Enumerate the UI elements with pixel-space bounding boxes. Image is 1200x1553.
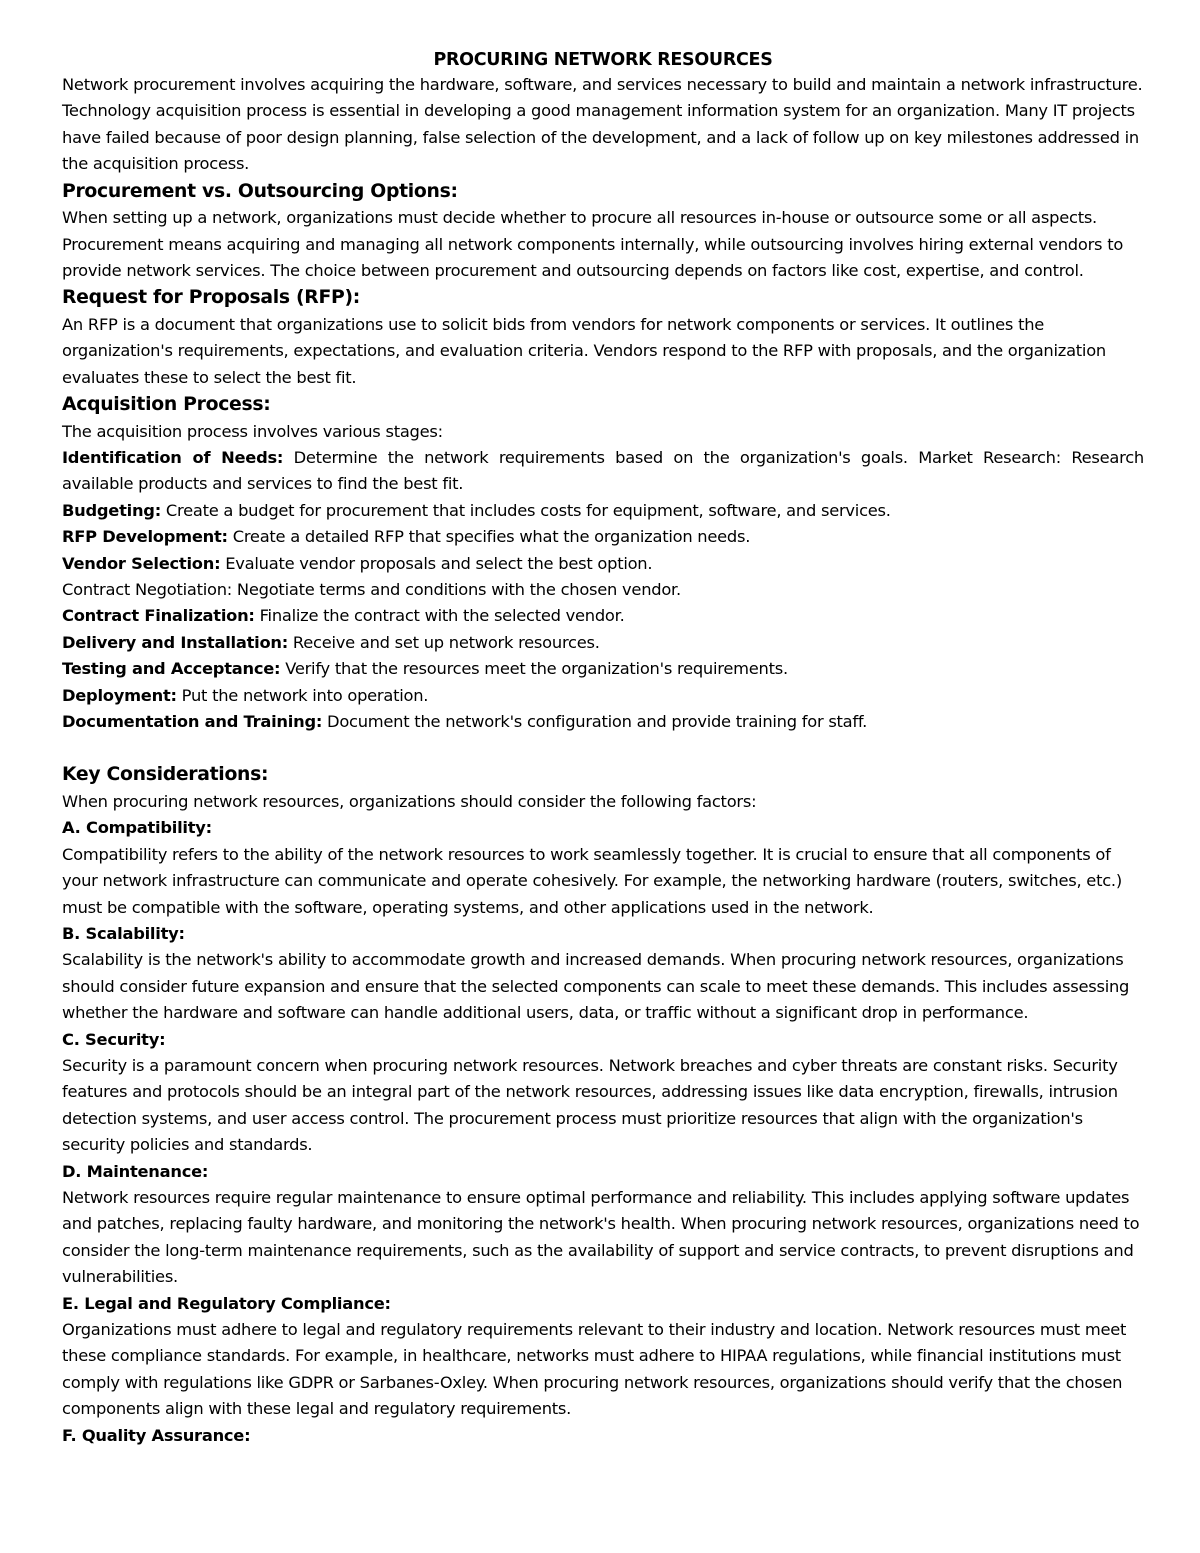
rfp-body: An RFP is a document that organizations use to solicit bids from vendors for network components or services. It outlines the organization's requirements, expectations, and evaluation criteria. Vendors respond to the RFP with proposals, and the organization evaluates these to select the best fit.	[62, 314, 1106, 387]
procurement-vs-outsourcing-body: When setting up a network, organizations must decide whether to procure all resources in-house or outsource some or all aspects. Procurement means acquiring and managing all network components internally, while outsourcing involves hiring external vendors to provide network services. The choice between procurement and outsourcing depends on factors like cost, expertise, and control.	[62, 208, 1124, 280]
rfp-heading: Request for Proposals (RFP):	[62, 287, 360, 309]
acquisition-process-intro: The acquisition process involves various stages:	[62, 421, 443, 441]
stage-documentation-and-training	[62, 709, 1144, 735]
stage-text: Finalize the contract with the selected vendor.	[254, 606, 625, 626]
stage-term: Testing and Acceptance:	[62, 659, 281, 679]
security-body: Security is a paramount concern when procuring network resources. Network breaches and cyber threats are constant risks. Security features and protocols should be an integral part of the network resources, addressing issues like data encryption, firewalls, intrusion detection systems, and user access control. The procurement process must prioritize resources that align with the organization's security policies and standards.	[62, 1056, 1118, 1155]
stage-text: Contract Negotiation: Negotiate terms and conditions with the chosen vendor.	[62, 580, 681, 599]
section-spacer	[62, 735, 1144, 761]
maintenance-body: Network resources require regular maintenance to ensure optimal performance and reliability. This includes applying software updates and patches, replacing faulty hardware, and monitoring the network's health. When procuring network resources, organizations need to consider the long-term maintenance requirements, such as the availability of support and service contracts, to prevent disruptions and vulnerabilities.	[62, 1188, 1140, 1287]
compatibility-body: Compatibility refers to the ability of the network resources to work seamlessly together. It is crucial to ensure that all components of your network infrastructure can communicate and operate cohesively. For example, the networking hardware (routers, switches, etc.) must be compatible with the software, operating systems, and other applications used in the network.	[62, 844, 1122, 917]
stage-text: Document the network's configuration and provide training for staff.	[322, 712, 868, 732]
stage-term: Contract Finalization:	[62, 606, 255, 626]
stage-rfp-development	[62, 524, 1144, 550]
stage-term: Documentation and Training:	[62, 712, 323, 732]
quality-assurance-heading: F. Quality Assurance:	[62, 1425, 251, 1445]
stage-text: Receive and set up network resources.	[288, 632, 600, 652]
compatibility-heading: A. Compatibility:	[62, 818, 212, 838]
stage-deployment	[62, 683, 1144, 709]
document-title: PROCURING NETWORK RESOURCES	[433, 50, 773, 70]
scalability-heading: B. Scalability:	[62, 923, 185, 943]
stage-term: Deployment:	[62, 685, 177, 705]
procurement-vs-outsourcing-heading: Procurement vs. Outsourcing Options:	[62, 180, 458, 202]
stage-term: RFP Development:	[62, 527, 228, 547]
key-considerations-heading: Key Considerations:	[62, 764, 269, 786]
stage-text: Put the network into operation.	[176, 685, 429, 705]
legal-compliance-heading: E. Legal and Regulatory Compliance:	[62, 1293, 391, 1313]
legal-compliance-body: Organizations must adhere to legal and regulatory requirements relevant to their industry and location. Network resources must meet these compliance standards. For example, in healthcare, networks must adhere to HIPAA regulations, while financial institutions must comply with regulations like GDPR or Sarbanes-Oxley. When procuring network resources, organizations should verify that the chosen components align with these legal and regulatory requirements.	[62, 1320, 1127, 1419]
stage-text: Create a detailed RFP that specifies what the organization needs.	[227, 527, 751, 547]
stage-term: Vendor Selection:	[62, 553, 221, 573]
stage-vendor-selection	[62, 551, 1144, 577]
stage-identification-of-needs	[62, 445, 1144, 498]
stage-contract-finalization	[62, 603, 1144, 629]
stage-term: Budgeting:	[62, 500, 161, 520]
intro-paragraph: Network procurement involves acquiring the hardware, software, and services necessary to build and maintain a network infrastructure. Technology acquisition process is essential in developing a good management information system for an organization. Many IT projects have failed because of poor design planning, false selection of the development, and a lack of follow up on key milestones addressed in the acquisition process.	[62, 75, 1143, 174]
security-heading: C. Security:	[62, 1029, 166, 1049]
stage-delivery-and-installation	[62, 630, 1144, 656]
stage-text: Determine the network requirements based on the organization's goals. Market Research: Research available products and services to find the best fit.	[62, 447, 1144, 494]
stage-term: Delivery and Installation:	[62, 632, 288, 652]
stage-term: Identification of Needs:	[62, 447, 284, 467]
stage-text: Create a budget for procurement that includes costs for equipment, software, and services.	[160, 500, 891, 520]
stage-testing-and-acceptance	[62, 656, 1144, 682]
stage-text: Verify that the resources meet the organization's requirements.	[280, 659, 788, 679]
scalability-body: Scalability is the network's ability to accommodate growth and increased demands. When procuring network resources, organizations should consider future expansion and ensure that the selected components can scale to meet these demands. This includes assessing whether the hardware and software can handle additional users, data, or traffic without a significant drop in performance.	[62, 950, 1130, 1023]
stage-contract-negotiation	[62, 577, 1144, 603]
acquisition-process-heading: Acquisition Process:	[62, 394, 271, 416]
maintenance-heading: D. Maintenance:	[62, 1161, 209, 1181]
stage-text: Evaluate vendor proposals and select the best option.	[220, 553, 653, 573]
stage-budgeting	[62, 498, 1144, 524]
key-considerations-intro: When procuring network resources, organizations should consider the following factors:	[62, 791, 757, 811]
